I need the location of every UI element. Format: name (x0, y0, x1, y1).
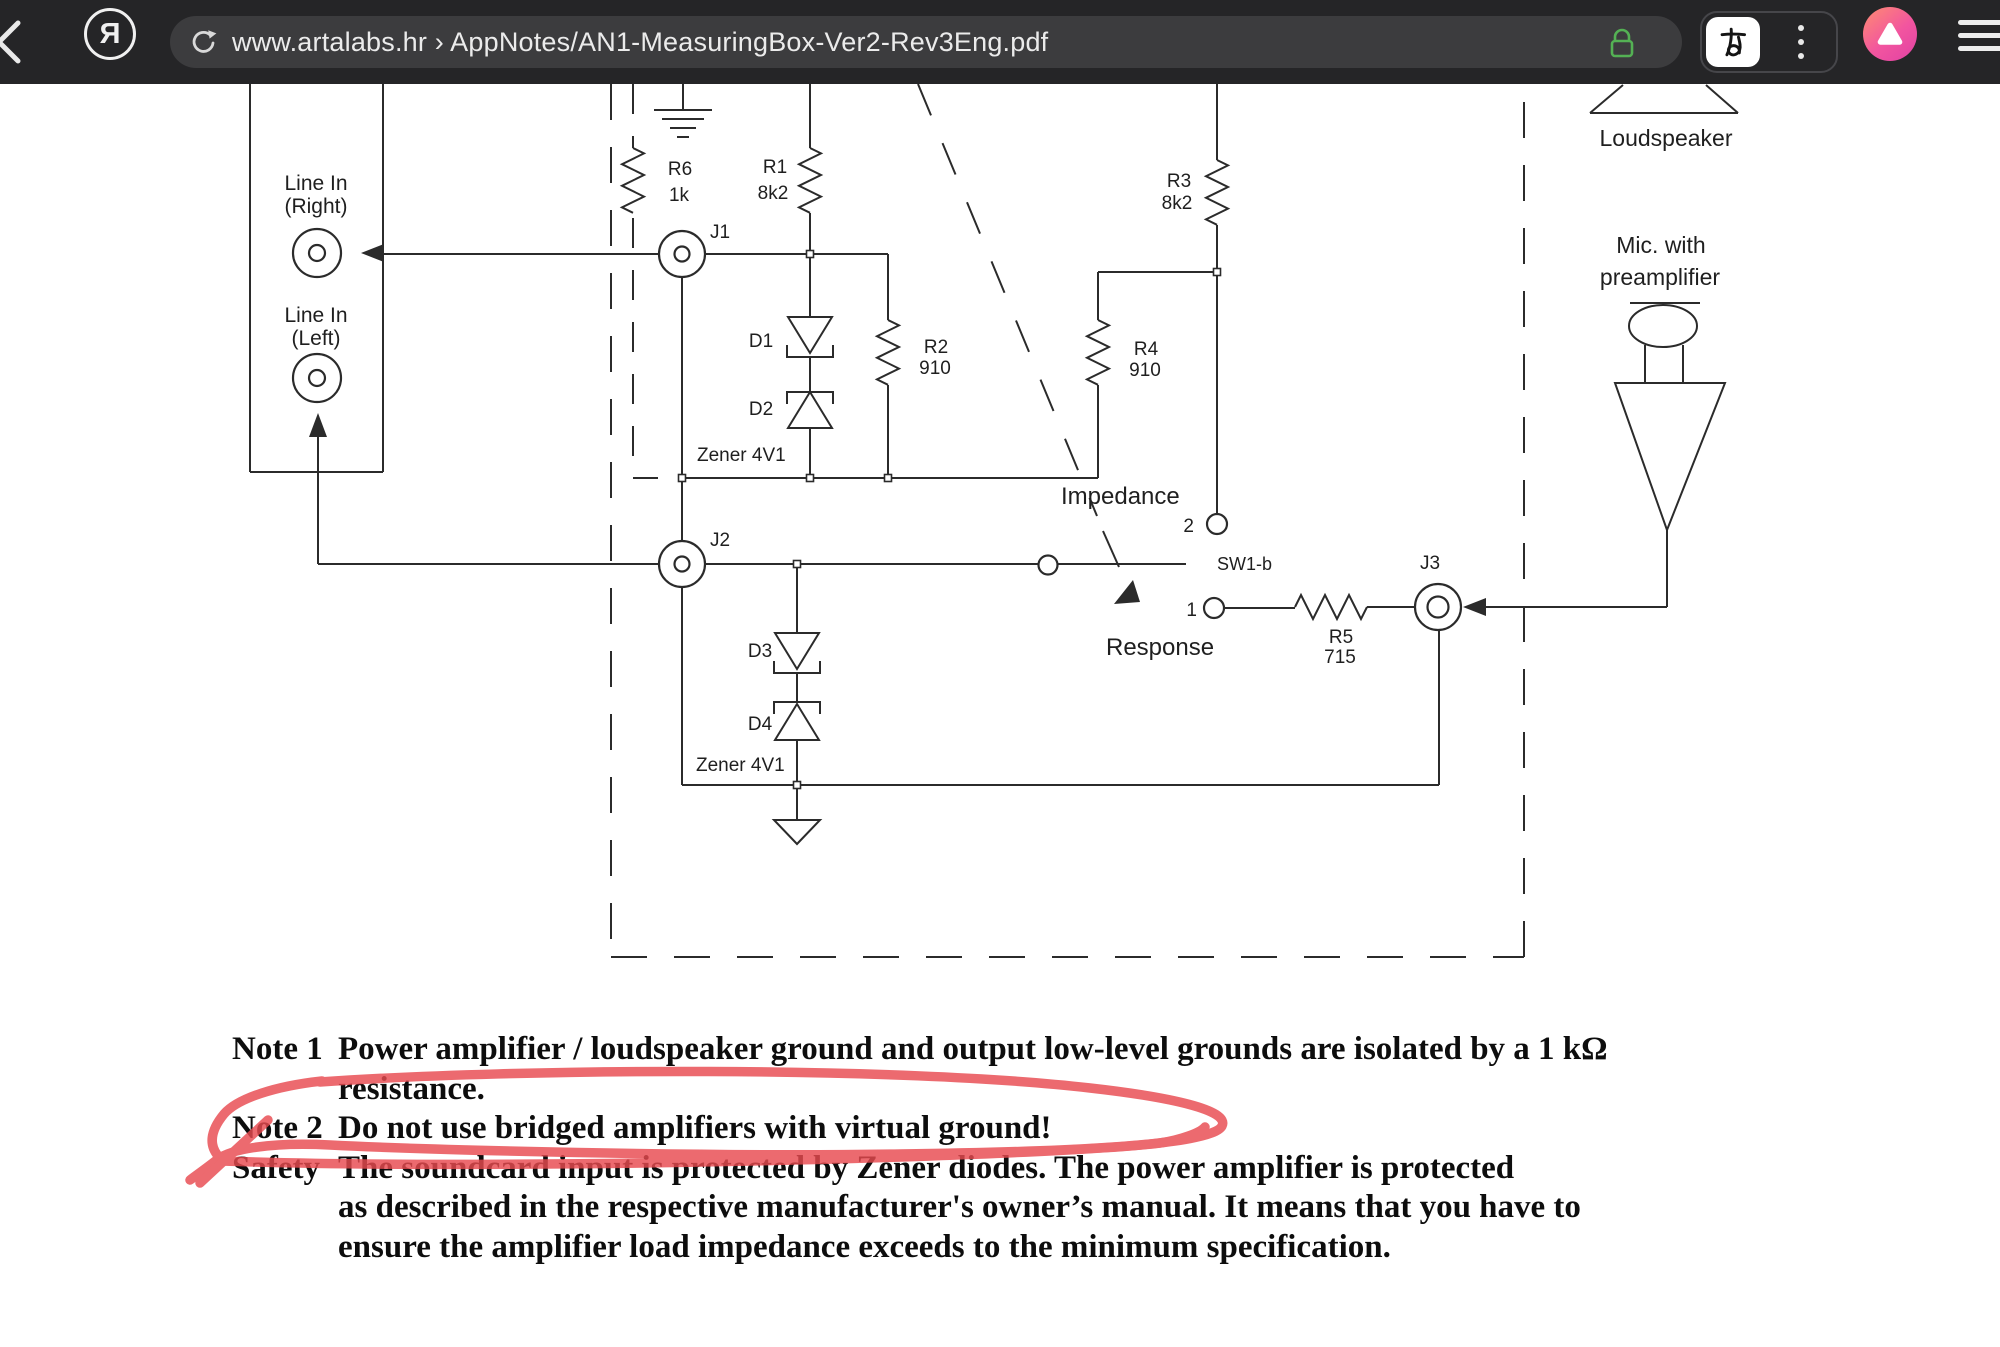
hiragana-a-icon (1716, 25, 1750, 59)
label-response: Response (1106, 634, 1215, 661)
label-j1: J1 (710, 222, 731, 243)
note1-line2: resistance. (338, 1070, 485, 1107)
label-sw-pos1: 1 (1186, 600, 1197, 621)
lock-icon[interactable] (1608, 27, 1636, 64)
label-r4-value: 910 (1129, 360, 1161, 381)
back-icon[interactable] (0, 16, 24, 73)
alice-triangle-icon (1875, 19, 1905, 49)
logo-letter: Я (99, 17, 121, 50)
label-line-in-right-2: (Right) (284, 195, 348, 218)
note2-label: Note 2 (232, 1110, 323, 1146)
label-r1: R1 (762, 157, 788, 178)
label-j3: J3 (1420, 553, 1441, 574)
label-r2-value: 910 (919, 358, 951, 379)
assistant-button[interactable] (1863, 7, 1917, 61)
label-d1: D1 (748, 331, 774, 352)
address-bar[interactable] (170, 16, 1682, 68)
label-loudspeaker: Loudspeaker (1599, 125, 1733, 151)
label-d3: D3 (747, 641, 773, 662)
label-line-in-right-1: Line In (284, 172, 348, 195)
label-r6: R6 (667, 159, 693, 180)
label-r6-value: 1k (668, 185, 690, 206)
label-r5-value: 715 (1324, 647, 1356, 668)
browser-toolbar (0, 0, 2000, 84)
label-line-in-left-2: (Left) (291, 327, 341, 350)
note1-label: Note 1 (232, 1031, 323, 1067)
note1-line1: Power amplifier / loudspeaker ground and output low-level grounds are isolated by a 1 kΩ (338, 1031, 1608, 1067)
label-r5: R5 (1328, 627, 1354, 648)
label-zener-lower: Zener 4V1 (696, 755, 785, 776)
label-sw-name: SW1-b (1217, 554, 1273, 574)
note2-line1: Do not use bridged amplifiers with virtual ground! (338, 1110, 1052, 1146)
reload-icon[interactable] (190, 28, 218, 61)
label-line-in-left-1: Line In (284, 304, 348, 327)
safety-line3: ensure the amplifier load impedance exceeds to the minimum specification. (338, 1228, 1391, 1265)
safety-label: Safety (232, 1149, 320, 1186)
url-text[interactable]: www.artalabs.hr › AppNotes/AN1-MeasuringBox-Ver2-Rev3Eng.pdf (232, 27, 1049, 57)
safety-line2: as described in the respective manufacturer's owner’s manual. It means that you have to (338, 1189, 1581, 1225)
label-r3-value: 8k2 (1161, 193, 1193, 214)
label-r2: R2 (923, 337, 949, 358)
label-r1-value: 8k2 (757, 183, 789, 204)
label-sw-pos2: 2 (1183, 516, 1194, 537)
label-mic-2: preamplifier (1599, 264, 1721, 290)
label-r3: R3 (1166, 171, 1192, 192)
label-d2: D2 (748, 399, 774, 420)
extensions-group (1700, 11, 1838, 73)
kebab-menu-icon[interactable] (1798, 25, 1804, 67)
label-j2: J2 (710, 530, 731, 551)
label-r4: R4 (1133, 339, 1159, 360)
translate-button[interactable] (1706, 17, 1760, 67)
notes-block (232, 1030, 1608, 1267)
label-mic-1: Mic. with (1616, 232, 1706, 258)
label-zener-upper: Zener 4V1 (697, 445, 786, 466)
label-impedance: Impedance (1061, 483, 1180, 510)
hamburger-menu-icon[interactable] (1958, 20, 2000, 59)
label-d4: D4 (747, 714, 773, 735)
safety-line1: The soundcard input is protected by Zener diodes. The power amplifier is protected (338, 1149, 1515, 1186)
yandex-logo-icon[interactable] (84, 8, 136, 60)
